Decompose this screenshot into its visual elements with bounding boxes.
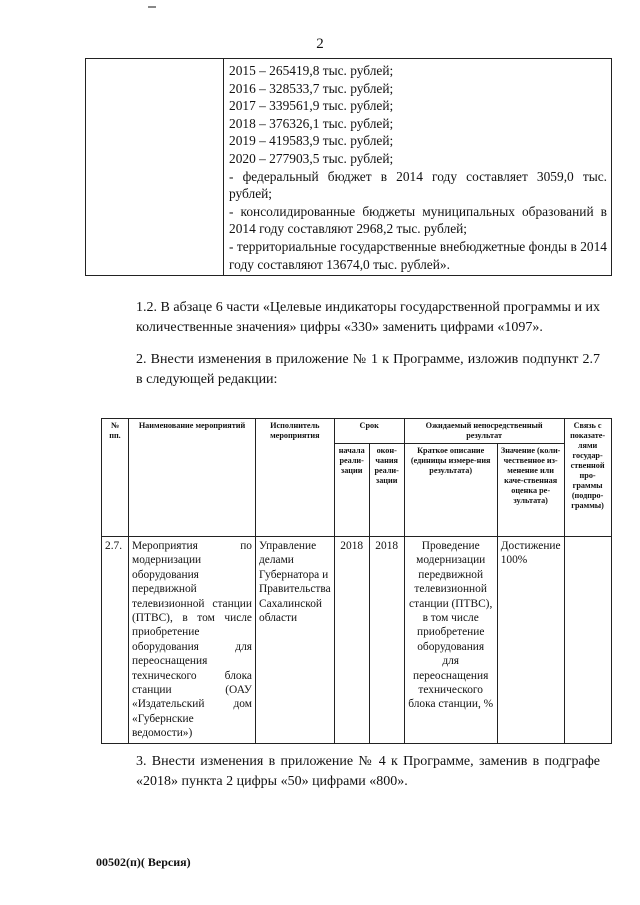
budget-line-2016: 2016 – 328533,7 тыс. рублей; [229,80,394,96]
row-value: Достижение 100% [497,537,564,744]
scan-speck [148,6,156,8]
budget-line-2018: 2018 – 376326,1 тыс. рублей; [229,115,394,131]
budget-line-2019: 2019 – 419583,9 тыс. рублей; [229,133,394,149]
page-number: 2 [316,36,324,52]
row-num: 2.7. [102,537,129,744]
footer-code: 00502(п)( Версия) [96,855,191,869]
paragraph-2 [100,350,600,390]
budget-table-content-cell [224,59,612,276]
header-link: Связь с показате-лями государ-ственной про-граммы (подпро-граммы) [564,419,611,537]
row-short-desc: Проведение модернизации передвижной телевизионной станции (ПТВС), в том числе приобретение оборудования для переоснащения технического блока станции, % [404,537,497,744]
header-expected-result: Ожидаемый непосредственный результат [404,419,564,444]
paragraph-3-text: 3. Внести изменения в приложение № 4 к Программе, заменив в подграфе «2018» пункта 2 цифры «50» цифрами «800». [136,754,600,789]
budget-table-empty-cell [86,59,224,276]
budget-line-2017: 2017 – 339561,9 тыс. рублей; [229,98,394,114]
budget-line-2015: 2015 – 265419,8 тыс. рублей; [229,63,394,78]
header-value: Значение (коли-чественное из-менение или каче-ственная оценка ре-зультата) [497,444,564,537]
paragraph-1-2-text: 1.2. В абзаце 6 части «Целевые индикаторы государственной программы и их количественные значения» цифры «330» заменить цифрами «1097». [136,300,600,335]
row-name: Мероприятия по модернизации оборудования передвижной телевизионной станции (ПТВС), в том числе приобретение оборудования для переоснащения технического блока станции (ОАУ «Издательский дом «Губернские ведомости») [129,537,256,744]
header-short-desc: Краткое описание (единицы измере-ния результата) [404,444,497,537]
header-term-start: начала реали-зации [334,444,369,537]
row-start: 2018 [334,537,369,744]
paragraph-2-text: 2. Внести изменения в приложение № 1 к Программе, изложив подпункт 2.7 в следующей редакции: [136,352,600,387]
header-num: № пп. [102,419,129,537]
extrabudget-funds-line: - территориальные государственные внебюджетные фонды в 2014 году составляют 13674,0 тыс. рублей». [229,238,607,272]
row-link [564,537,611,744]
row-end: 2018 [369,537,404,744]
appendix-table [101,418,612,744]
budget-line-2020: 2020 – 277903,5 тыс. рублей; [229,150,394,166]
header-executor: Исполнитель мероприятия [256,419,335,537]
municipal-budget-line: - консолидированные бюджеты муниципальных образований в 2014 году составляют 2968,2 тыс. рублей; [229,203,607,237]
header-name: Наименование мероприятий [129,419,256,537]
table-row [102,537,612,744]
row-executor: Управление делами Губернатора и Правительства Сахалинской области [256,537,335,744]
budget-table-continuation [85,58,612,276]
paragraph-1-2 [100,298,600,338]
federal-budget-line: - федеральный бюджет в 2014 году составляет 3059,0 тыс. рублей; [229,168,607,202]
paragraph-3 [100,752,600,792]
header-term: Срок [334,419,404,444]
header-term-end: окон-чания реали-зации [369,444,404,537]
